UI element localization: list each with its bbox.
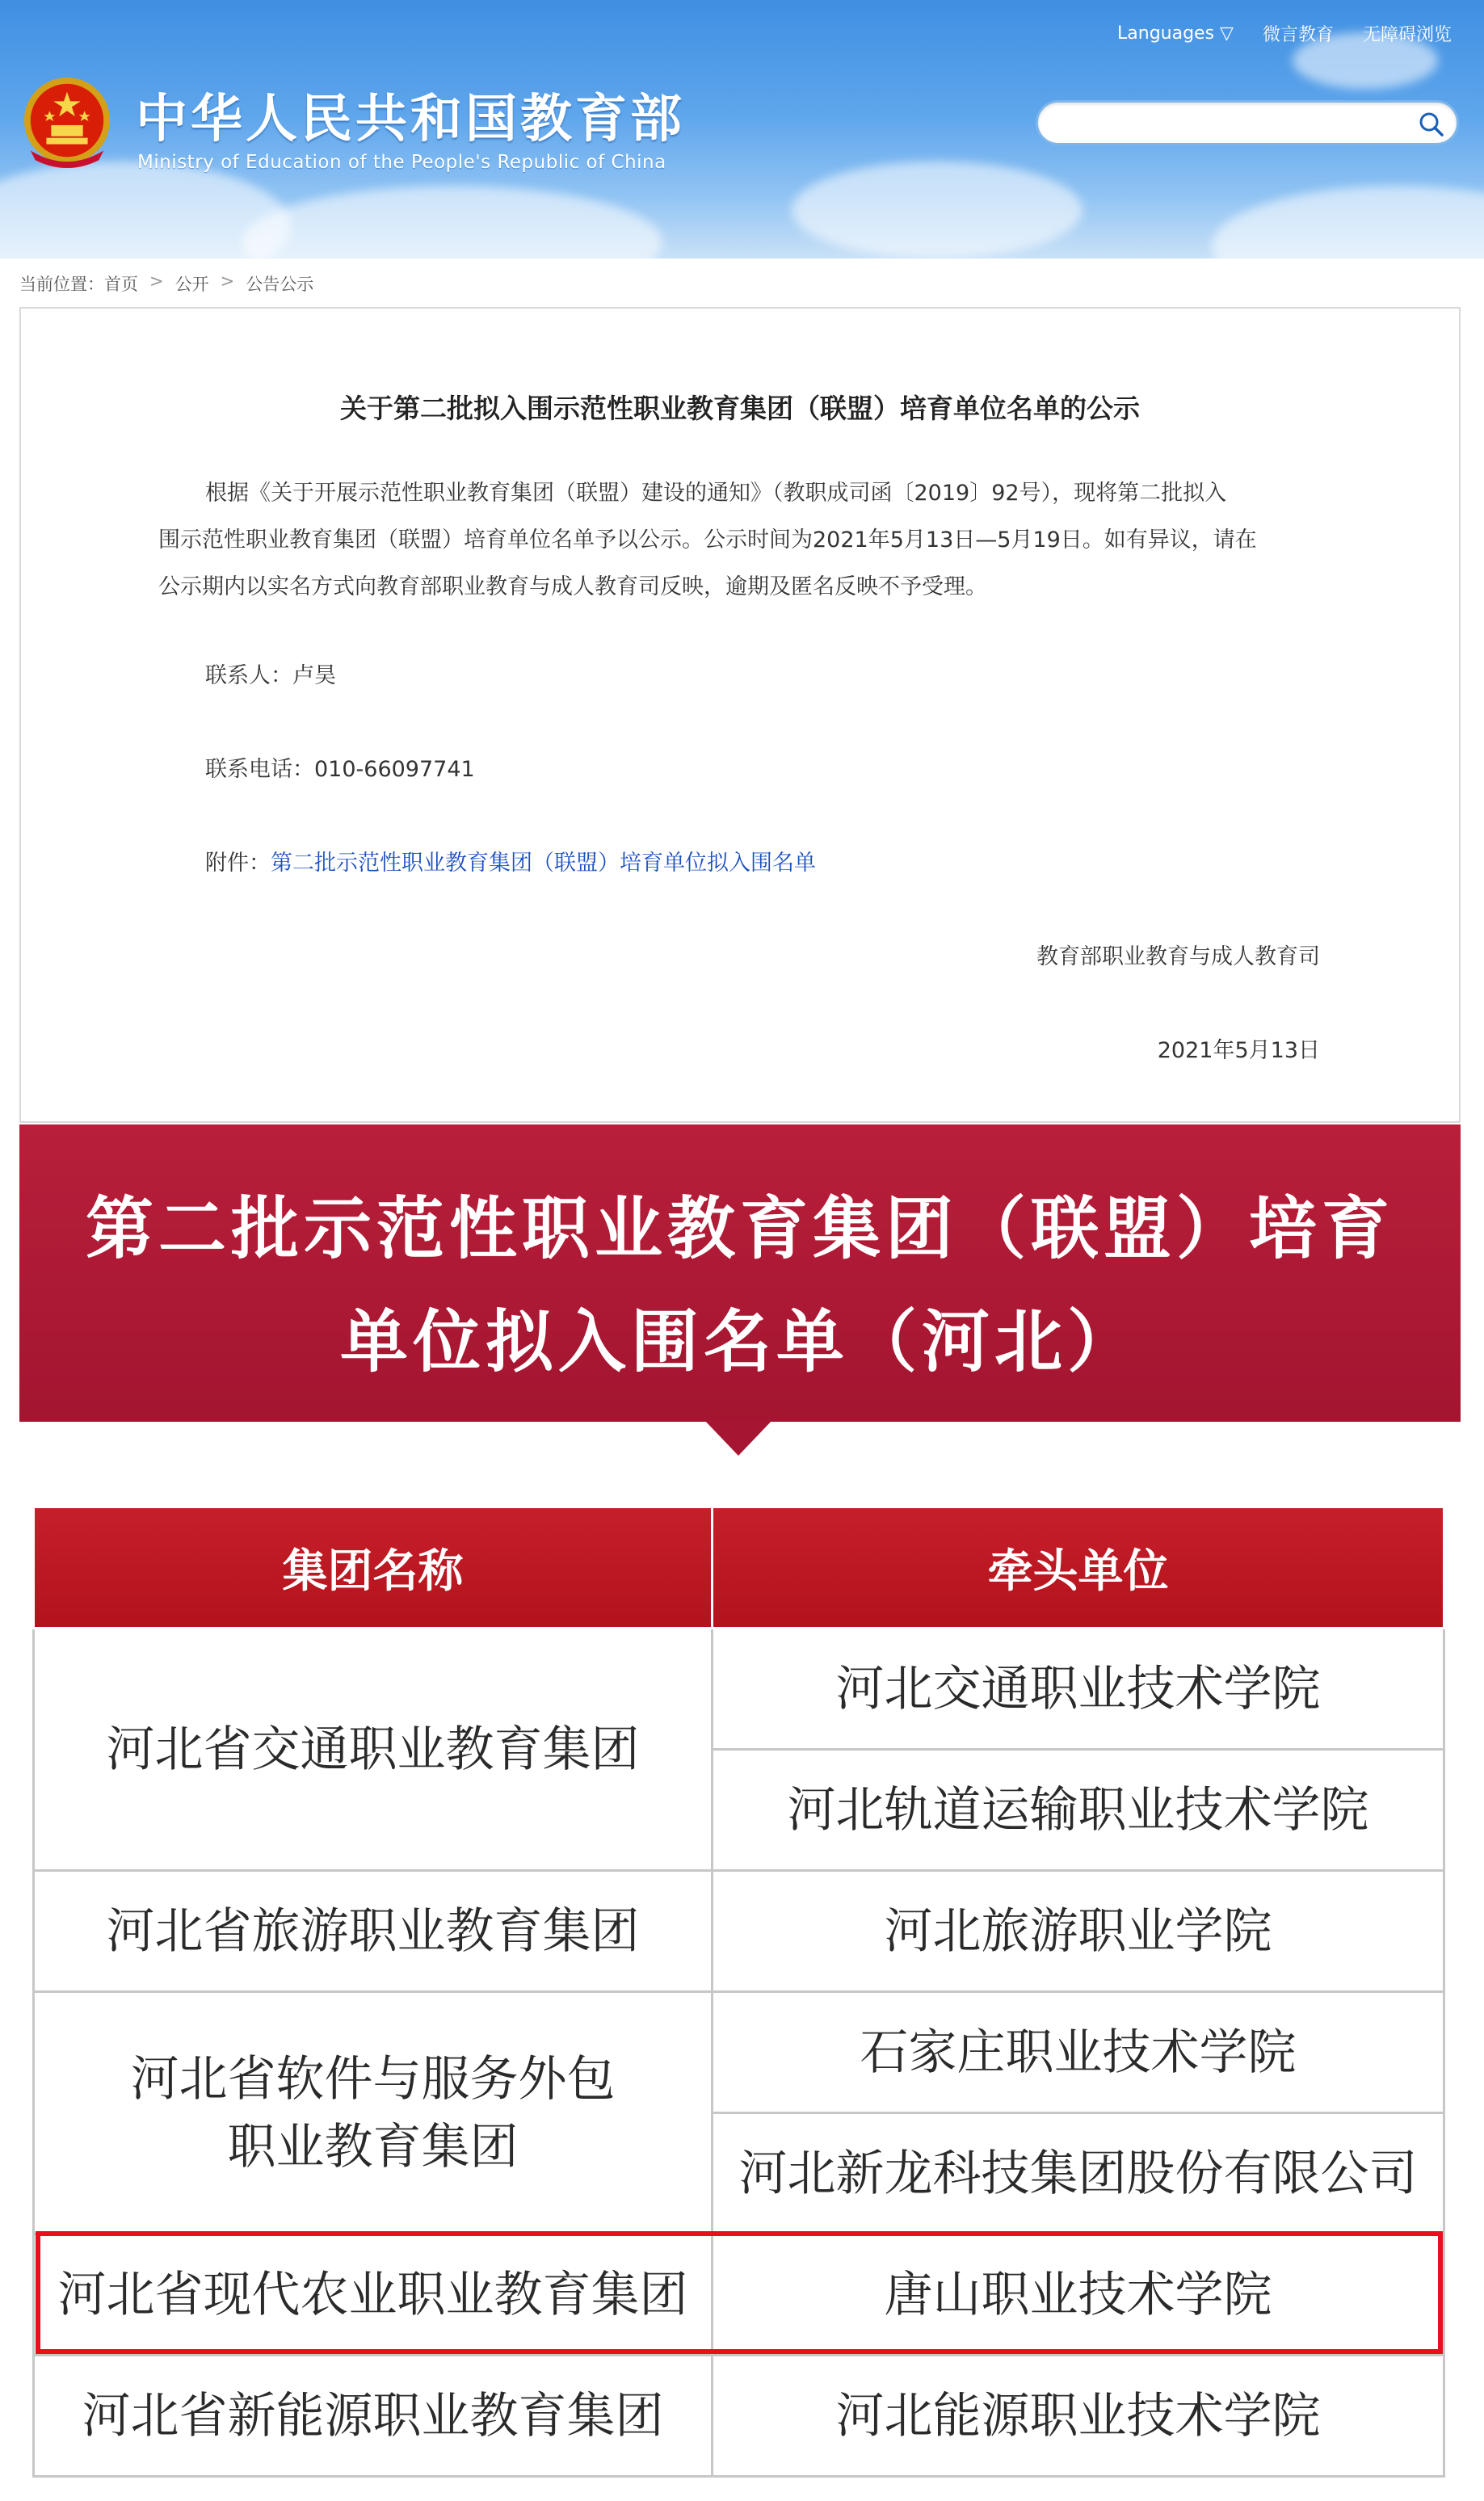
issue-date: 2021年5月13日 — [1157, 1038, 1320, 1063]
column-header-lead-unit: 牵头单位 — [713, 1507, 1444, 1629]
breadcrumb-bar — [0, 259, 1484, 305]
cloud-decoration — [1212, 186, 1484, 259]
banner-title-line: 单位拟入围名单（河北） — [339, 1302, 1140, 1381]
table-header-row — [34, 1507, 1444, 1629]
table-row — [34, 2356, 1444, 2477]
article-paragraph — [158, 517, 1354, 611]
issuing-department: 教育部职业教育与成人教育司 — [1036, 944, 1320, 969]
breadcrumb-item-notices[interactable]: 公告公示 — [246, 275, 314, 294]
search-input[interactable] — [1038, 103, 1457, 143]
group-name-cell — [34, 1992, 713, 2234]
breadcrumb-item-home[interactable]: 首页 — [104, 275, 138, 294]
weiyan-link[interactable]: 微言教育 — [1262, 25, 1334, 45]
breadcrumb — [19, 271, 313, 296]
attachment-label: 附件： — [205, 851, 271, 876]
cloud-decoration — [792, 162, 1083, 259]
lead-unit-cell: 河北能源职业技术学院 — [713, 2356, 1444, 2477]
banner-pointer-arrow — [704, 1420, 772, 1456]
site-header — [0, 0, 1484, 259]
lead-unit-cell: 河北旅游职业学院 — [713, 1871, 1444, 1992]
search-icon[interactable] — [1418, 111, 1445, 138]
paragraph-line: 公示期内以实名方式向教育部职业教育与成人教育司反映，逾期及匿名反映不予受理。 — [158, 574, 987, 599]
attachment-link[interactable]: 第二批示范性职业教育集团（联盟）培育单位拟入围名单 — [271, 851, 816, 876]
accessibility-link[interactable]: 无障碍浏览 — [1362, 25, 1452, 45]
breadcrumb-prefix: 当前位置：首页 — [19, 275, 138, 294]
list-banner — [19, 1124, 1461, 1422]
lead-unit-cell: 河北新龙科技集团股份有限公司 — [713, 2113, 1444, 2234]
table-row — [34, 1629, 1444, 1750]
breadcrumb-separator: > — [149, 271, 164, 291]
lead-unit-cell: 河北交通职业技术学院 — [713, 1629, 1444, 1750]
contact-phone: 联系电话：010-66097741 — [205, 757, 475, 782]
lead-unit-cell: 石家庄职业技术学院 — [713, 1992, 1444, 2113]
candidate-list-table — [32, 1506, 1445, 2478]
table-row — [34, 1871, 1444, 1992]
group-name-line: 职业教育集团 — [227, 2118, 519, 2175]
site-title[interactable]: 中华人民共和国教育部 — [136, 90, 685, 149]
breadcrumb-separator: > — [220, 271, 235, 291]
group-name-cell: 河北省现代农业职业教育集团 — [34, 2234, 713, 2356]
top-links — [1117, 21, 1452, 46]
group-name-cell: 河北省新能源职业教育集团 — [34, 2356, 713, 2477]
article-paragraph — [158, 470, 1354, 517]
cloud-decoration — [242, 186, 662, 259]
paragraph-line: 围示范性职业教育集团（联盟）培育单位名单予以公示。公示时间为2021年5月13日—5月19日。如有异议，请在 — [158, 528, 1257, 553]
table-row-highlighted — [34, 2234, 1444, 2356]
breadcrumb-item-public[interactable]: 公开 — [174, 275, 209, 294]
contact-person: 联系人：卢昊 — [205, 663, 336, 688]
article-panel — [19, 307, 1461, 1123]
search-box — [1036, 100, 1459, 145]
article-title: 关于第二批拟入围示范性职业教育集团（联盟）培育单位名单的公示 — [340, 393, 1140, 424]
national-emblem-icon[interactable] — [19, 74, 115, 170]
table-row — [34, 1992, 1444, 2113]
group-name-cell: 河北省旅游职业教育集团 — [34, 1871, 713, 1992]
attachment-line — [205, 845, 816, 876]
site-subtitle: Ministry of Education of the People's Republic of China — [137, 152, 666, 173]
lead-unit-cell: 河北轨道运输职业技术学院 — [713, 1750, 1444, 1871]
column-header-group-name: 集团名称 — [34, 1507, 713, 1629]
languages-link[interactable]: Languages ▽ — [1117, 23, 1234, 44]
banner-title-line: 第二批示范性职业教育集团（联盟）培育 — [85, 1189, 1394, 1268]
lead-unit-cell: 唐山职业技术学院 — [713, 2234, 1444, 2356]
group-name-line: 河北省软件与服务外包 — [130, 2050, 616, 2108]
group-name-cell: 河北省交通职业教育集团 — [34, 1629, 713, 1871]
paragraph-line: 根据《关于开展示范性职业教育集团（联盟）建设的通知》（教职成司函〔2019〕92号），现将第二批拟入 — [205, 481, 1227, 506]
